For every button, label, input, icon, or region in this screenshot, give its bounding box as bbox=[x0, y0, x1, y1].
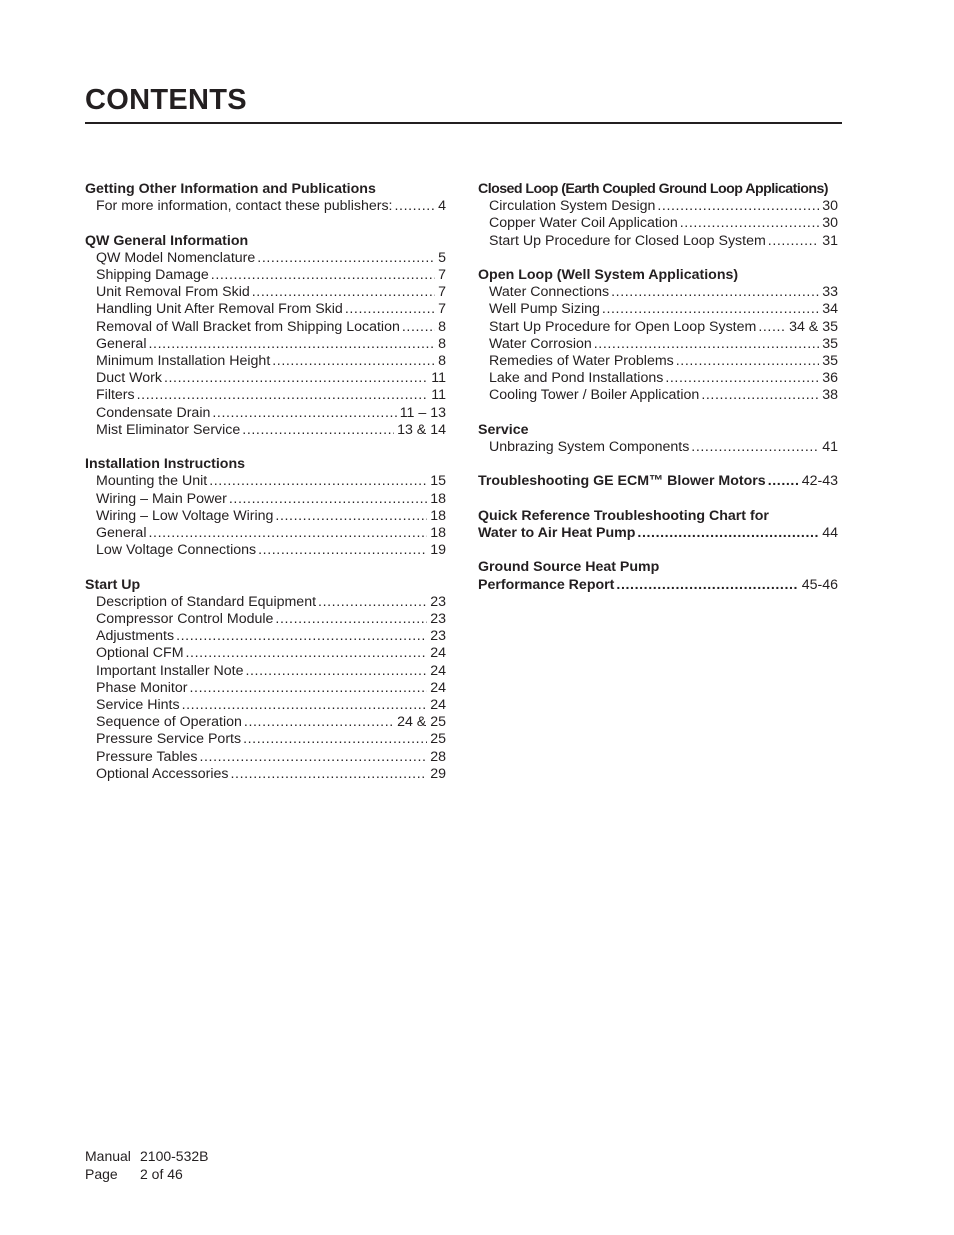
toc-entry-page: 31 bbox=[822, 232, 838, 249]
toc-entry-page: 30 bbox=[822, 215, 838, 232]
toc-entry bbox=[85, 198, 446, 215]
toc-entry bbox=[478, 525, 838, 542]
toc-entry-label: Adjustments bbox=[96, 628, 175, 645]
dot-leader bbox=[768, 233, 819, 250]
dot-leader bbox=[594, 336, 819, 353]
dot-leader bbox=[665, 370, 819, 387]
dot-leader bbox=[758, 319, 786, 336]
toc-entry-page: 24 & 25 bbox=[397, 714, 446, 731]
toc-section bbox=[478, 422, 838, 456]
toc-entry-page: 11 – 13 bbox=[399, 404, 446, 421]
dot-leader bbox=[637, 525, 819, 542]
toc-entry-label: Mounting the Unit bbox=[96, 473, 208, 490]
toc-entry bbox=[85, 766, 446, 783]
toc-entry bbox=[478, 233, 838, 250]
toc-entry-label: Performance Report bbox=[478, 576, 615, 593]
dot-leader bbox=[137, 387, 429, 404]
toc-section bbox=[85, 577, 446, 783]
toc-entry-label: Water to Air Heat Pump bbox=[478, 525, 636, 541]
toc-entry-page: 11 bbox=[431, 370, 446, 387]
toc-entry-label: For more information, contact these publishers: bbox=[96, 198, 393, 215]
footer-manual-value: 2100-532B bbox=[140, 1148, 209, 1164]
toc-entry bbox=[85, 319, 446, 336]
toc-entry-label: Shipping Damage bbox=[96, 267, 209, 283]
toc-entry bbox=[85, 284, 446, 301]
toc-entry bbox=[85, 714, 446, 731]
toc-entry bbox=[85, 387, 446, 404]
toc-entry-label: Circulation System Design bbox=[489, 198, 656, 215]
title-underline bbox=[85, 122, 842, 124]
dot-leader bbox=[148, 525, 427, 542]
toc-entry bbox=[85, 749, 446, 766]
toc-entry-label: Pressure Service Ports bbox=[96, 731, 242, 748]
toc-entry bbox=[478, 370, 838, 387]
toc-section-heading: Closed Loop (Earth Coupled Ground Loop Applications) bbox=[478, 181, 828, 197]
dot-leader bbox=[212, 405, 396, 422]
toc-section bbox=[85, 233, 446, 439]
dot-leader bbox=[402, 319, 435, 336]
toc-entry-page: 25 bbox=[430, 731, 446, 748]
toc-section bbox=[478, 473, 838, 490]
toc-entry-page: 24 bbox=[430, 662, 446, 679]
dot-leader bbox=[164, 370, 428, 387]
toc-entry-label: Unbrazing System Components bbox=[489, 439, 690, 456]
toc-entry-page: 18 bbox=[430, 525, 446, 542]
toc-entry-label: Remedies of Water Problems bbox=[489, 353, 674, 370]
toc-entry-page: 29 bbox=[430, 765, 446, 782]
dot-leader bbox=[243, 731, 427, 748]
toc-entry-label: Phase Monitor bbox=[96, 679, 188, 696]
toc-entry bbox=[85, 508, 446, 525]
toc-entry-page: 18 bbox=[430, 507, 446, 524]
toc-entry-label: QW Model Nomenclature bbox=[96, 249, 256, 266]
toc-entry-page: 13 & 14 bbox=[397, 421, 446, 438]
toc-section bbox=[478, 559, 838, 593]
toc-entry bbox=[478, 319, 838, 336]
toc-entry-page: 8 bbox=[438, 335, 446, 352]
toc-entry-label: Start Up Procedure for Closed Loop System bbox=[489, 232, 766, 249]
dot-leader bbox=[176, 628, 427, 645]
dot-leader bbox=[275, 508, 427, 525]
toc-entry-page: 42-43 bbox=[801, 473, 838, 490]
toc-section bbox=[478, 508, 838, 542]
toc-entry bbox=[85, 370, 446, 387]
toc-entry-label: Cooling Tower / Boiler Application bbox=[489, 387, 700, 404]
dot-leader bbox=[318, 594, 427, 611]
footer-manual-label: Manual bbox=[85, 1148, 131, 1164]
toc-entry-page: 24 bbox=[430, 697, 446, 714]
dot-leader bbox=[244, 714, 394, 731]
dot-leader bbox=[691, 439, 819, 456]
footer-manual-row bbox=[85, 1147, 209, 1165]
toc-entry-page: 41 bbox=[822, 439, 838, 456]
toc-section-heading: QW General Information bbox=[85, 232, 249, 249]
toc-entry bbox=[85, 628, 446, 645]
toc-entry-label-line1: Quick Reference Troubleshooting Chart for bbox=[478, 507, 769, 524]
dot-leader bbox=[257, 250, 435, 267]
toc-entry bbox=[85, 473, 446, 490]
toc-entry-label: Wiring – Low Voltage Wiring bbox=[96, 507, 274, 524]
toc-entry-label: Minimum Installation Height bbox=[96, 353, 271, 370]
toc-entry bbox=[85, 353, 446, 370]
dot-leader bbox=[680, 215, 819, 232]
toc-entry-page: 15 bbox=[430, 473, 446, 490]
dot-leader bbox=[701, 387, 819, 404]
toc-entry-page: 8 bbox=[438, 318, 446, 335]
toc-entry bbox=[85, 594, 446, 611]
toc-entry bbox=[478, 336, 838, 353]
dot-leader bbox=[345, 301, 435, 318]
page-footer bbox=[85, 1147, 209, 1183]
dot-leader bbox=[148, 336, 435, 353]
dot-leader bbox=[199, 749, 427, 766]
dot-leader bbox=[768, 473, 799, 490]
toc-entry-page: 4 bbox=[438, 198, 446, 215]
toc-entry bbox=[85, 301, 446, 318]
toc-entry-page: 5 bbox=[438, 249, 446, 266]
toc-entry-label: General bbox=[96, 525, 147, 542]
toc-entry-label: Water Corrosion bbox=[489, 335, 592, 352]
dot-leader bbox=[186, 645, 428, 662]
toc-entry-label: Well Pump Sizing bbox=[489, 301, 600, 318]
toc-entry-page: 36 bbox=[822, 370, 838, 387]
toc-entry bbox=[85, 731, 446, 748]
toc-entry-page: 18 bbox=[430, 490, 446, 507]
toc-entry bbox=[85, 697, 446, 714]
toc-entry-label: Filters bbox=[96, 387, 135, 404]
toc-entry-label: Lake and Pond Installations bbox=[489, 370, 664, 387]
toc-entry-page: 24 bbox=[430, 645, 446, 662]
dot-leader bbox=[616, 577, 798, 594]
toc-entry-page: 35 bbox=[822, 353, 838, 370]
toc-entry bbox=[85, 645, 446, 662]
toc-entry-label: Condensate Drain bbox=[96, 404, 211, 421]
toc-entry-page: 35 bbox=[822, 335, 838, 352]
toc-section-heading: Installation Instructions bbox=[85, 456, 246, 473]
dot-leader bbox=[211, 267, 435, 284]
toc-entry-label: Unit Removal From Skid bbox=[96, 284, 250, 301]
toc-entry-page: 33 bbox=[822, 284, 838, 301]
dot-leader bbox=[242, 422, 394, 439]
footer-page-value: 2 of 46 bbox=[140, 1166, 183, 1182]
dot-leader bbox=[189, 680, 427, 697]
dot-leader bbox=[245, 663, 427, 680]
toc-entry-page: 30 bbox=[822, 198, 838, 215]
dot-leader bbox=[209, 473, 427, 490]
dot-leader bbox=[611, 284, 819, 301]
toc-entry-label: Low Voltage Connections bbox=[96, 542, 257, 559]
toc-entry-page: 7 bbox=[438, 267, 446, 283]
toc-entry-label: Compressor Control Module bbox=[96, 611, 274, 628]
toc-entry bbox=[85, 267, 446, 284]
toc-entry-page: 7 bbox=[438, 301, 446, 318]
dot-leader bbox=[229, 491, 427, 508]
toc-entry-label: Handling Unit After Removal From Skid bbox=[96, 301, 343, 318]
footer-page-row bbox=[85, 1165, 209, 1183]
toc-entry-page: 19 bbox=[430, 542, 446, 559]
toc-entry-label: Start Up Procedure for Open Loop System bbox=[489, 318, 757, 335]
toc-section bbox=[478, 267, 838, 405]
dot-leader bbox=[275, 611, 427, 628]
toc-entry-label: Mist Eliminator Service bbox=[96, 421, 241, 438]
toc-entry-label: Description of Standard Equipment bbox=[96, 593, 317, 610]
toc-entry bbox=[85, 680, 446, 697]
page-title: CONTENTS bbox=[85, 84, 247, 116]
toc-entry bbox=[478, 439, 838, 456]
toc-entry-label: Removal of Wall Bracket from Shipping Location bbox=[96, 318, 400, 335]
toc-entry bbox=[85, 611, 446, 628]
dot-leader bbox=[676, 353, 819, 370]
dot-leader bbox=[395, 198, 436, 215]
toc-entry bbox=[478, 198, 838, 215]
toc-section-heading: Open Loop (Well System Applications) bbox=[478, 267, 739, 283]
toc-entry-page: 11 bbox=[431, 387, 446, 404]
toc-entry-page: 24 bbox=[430, 679, 446, 696]
toc-entry bbox=[85, 250, 446, 267]
toc-entry bbox=[85, 336, 446, 353]
toc-entry bbox=[478, 301, 838, 318]
toc-section-heading: Getting Other Information and Publications bbox=[85, 181, 376, 197]
toc-entry-label: Important Installer Note bbox=[96, 662, 244, 679]
dot-leader bbox=[602, 301, 819, 318]
toc-entry-page: 23 bbox=[430, 593, 446, 610]
toc-entry-page: 28 bbox=[430, 748, 446, 765]
toc-section-heading: Start Up bbox=[85, 576, 141, 593]
toc-entry-page: 34 bbox=[822, 301, 838, 318]
toc-entry-page: 23 bbox=[430, 611, 446, 628]
toc-entry-page: 38 bbox=[822, 387, 838, 404]
toc-entry bbox=[478, 284, 838, 301]
toc-entry-label: Optional Accessories bbox=[96, 765, 229, 782]
toc-entry bbox=[478, 473, 838, 490]
toc-entry-label: Service Hints bbox=[96, 697, 180, 714]
toc-entry-label: Troubleshooting GE ECM™ Blower Motors bbox=[478, 473, 766, 490]
toc-entry bbox=[478, 387, 838, 404]
toc-entry bbox=[85, 405, 446, 422]
dot-leader bbox=[657, 198, 819, 215]
toc-entry-page: 45-46 bbox=[801, 576, 838, 593]
toc-section bbox=[478, 181, 838, 250]
toc-entry bbox=[478, 577, 838, 594]
toc-entry bbox=[85, 663, 446, 680]
toc-entry-label: Wiring – Main Power bbox=[96, 490, 227, 507]
dot-leader bbox=[182, 697, 428, 714]
dot-leader bbox=[258, 542, 427, 559]
toc-entry-label: Sequence of Operation bbox=[96, 714, 242, 731]
toc-section bbox=[85, 456, 446, 559]
toc-entry-label: Pressure Tables bbox=[96, 748, 198, 765]
toc-left-column bbox=[85, 181, 446, 800]
toc-entry-page: 23 bbox=[430, 628, 446, 645]
toc-entry-label: Optional CFM bbox=[96, 645, 184, 662]
toc-right-column bbox=[478, 181, 838, 611]
toc-entry-label: General bbox=[96, 335, 147, 352]
dot-leader bbox=[252, 284, 435, 301]
toc-entry bbox=[85, 525, 446, 542]
toc-entry-label-line1: Ground Source Heat Pump bbox=[478, 559, 660, 576]
toc-entry-label: Copper Water Coil Application bbox=[489, 215, 678, 232]
toc-entry bbox=[85, 542, 446, 559]
toc-entry-page: 7 bbox=[438, 284, 446, 301]
dot-leader bbox=[230, 766, 427, 783]
footer-page-label: Page bbox=[85, 1166, 118, 1182]
toc-entry-page: 44 bbox=[822, 525, 838, 541]
toc-entry bbox=[85, 422, 446, 439]
toc-entry-label: Duct Work bbox=[96, 370, 162, 387]
toc-section-heading: Service bbox=[478, 421, 529, 438]
toc-entry bbox=[478, 215, 838, 232]
toc-entry bbox=[85, 491, 446, 508]
toc-entry-label: Water Connections bbox=[489, 284, 610, 301]
toc-entry-page: 8 bbox=[438, 353, 446, 370]
dot-leader bbox=[272, 353, 435, 370]
toc-entry bbox=[478, 353, 838, 370]
toc-entry-page: 34 & 35 bbox=[789, 318, 838, 335]
toc-section bbox=[85, 181, 446, 215]
